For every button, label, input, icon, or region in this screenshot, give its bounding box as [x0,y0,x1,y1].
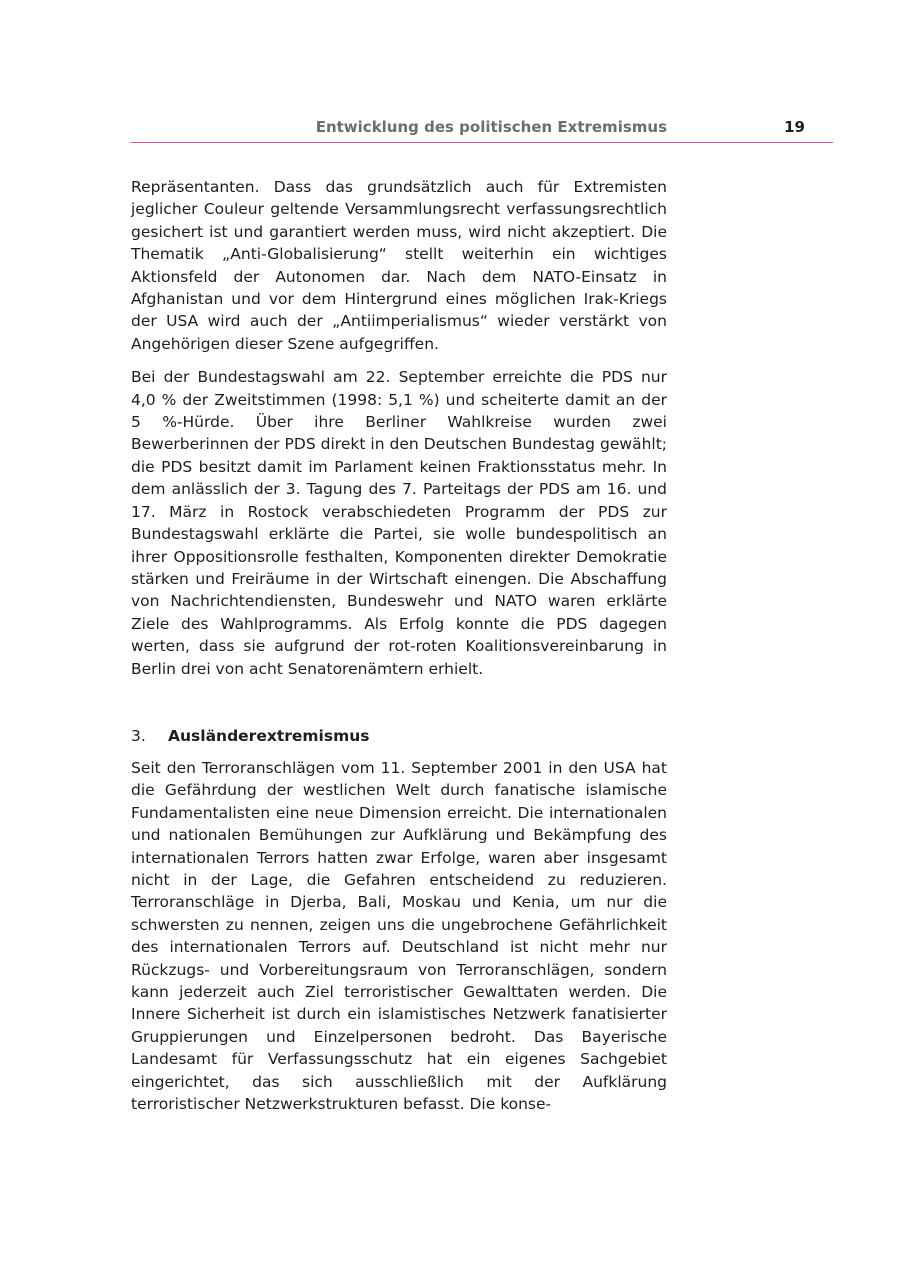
running-header-title: Entwicklung des politischen Extremismus [315,118,667,136]
running-header [131,112,833,143]
body-paragraph: Bei der Bundestagswahl am 22. September erreichte die PDS nur 4,0 % der Zweitstimmen (1998: 5,1 %) und scheiterte damit an der 5 %-Hürde. Über ihre Berliner Wahlkreise wurden zwei Bewerberinnen der PDS direkt in den Deutschen Bundestag gewählt; die PDS besitzt damit im Parlament keinen Fraktionsstatus mehr. In dem anlässlich der 3. Tagung des 7. Parteitags der PDS am 16. und 17. März in Rostock verabschiedeten Programm der PDS zur Bundestagswahl erklärte die Partei, sie wolle bundespolitisch an ihrer Oppositionsrolle festhalten, Komponenten direkter Demokratie stärken und Freiräume in der Wirtschaft einengen. Die Abschaffung von Nachrichtendiensten, Bundeswehr und NATO waren erklärte Ziele des Wahlprogramms. Als Erfolg konnte die PDS dagegen werten, dass sie aufgrund der rot-roten Koalitionsvereinbarung in Berlin drei von acht Senatorenämtern erhielt. [131,368,667,678]
section-number: 3. [131,726,146,745]
section-title: Ausländerextremismus [168,726,370,745]
section-paragraph: Seit den Terroranschlägen vom 11. September 2001 in den USA hat die Gefährdung der westlichen Welt durch fanatische islamische Fundamentalisten eine neue Dimension erreicht. Die internationalen und nationalen Bemühungen zur Aufklärung und Bekämpfung des internationalen Terrors hatten zwar Erfolge, waren aber insgesamt nicht in der Lage, die Gefahren entscheidend zu reduzieren. Terroranschläge in Djerba, Bali, Moskau und Kenia, um nur die schwersten zu nennen, zeigen uns die ungebrochene Gefährlichkeit des internationalen Terrors auf. Deutschland ist nicht mehr nur Rückzugs- und Vorbereitungsraum von Terroranschlägen, sondern kann jederzeit auch Ziel terroristischer Gewalttaten werden. Die Innere Sicherheit ist durch ein islamistisches Netzwerk fanatisierter Gruppierungen und Einzelpersonen bedroht. Das Bayerische Landesamt für Verfassungsschutz hat ein eigenes Sachgebiet eingerichtet, das sich ausschließlich mit der Aufklärung terroristischer Netzwerkstrukturen befasst. Die konse- [131,758,667,1114]
page-number: 19 [784,118,805,136]
body-paragraph: Repräsentanten. Dass das grundsätzlich auch für Extremisten jeglicher Couleur geltende Versammlungsrecht verfassungsrechtlich gesichert ist und garantiert werden muss, wird nicht akzeptiert. Die Thematik „Anti-Globalisierung“ stellt weiterhin ein wichtiges Aktionsfeld der Autonomen dar. Nach dem NATO-Einsatz in Afghanistan und vor dem Hintergrund eines möglichen Irak-Kriegs der USA wird auch der „Antiimperialismus“ wieder verstärkt von Angehörigen dieser Szene aufgegriffen. [131,178,667,353]
page-body [131,176,667,1115]
section-heading [131,725,667,747]
